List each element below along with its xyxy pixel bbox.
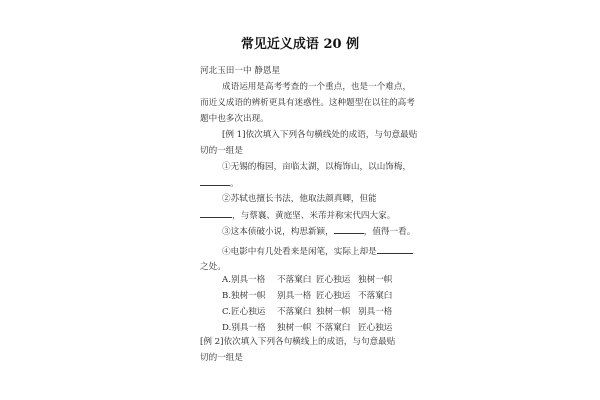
option-a-col4: 独树一帜	[358, 275, 393, 285]
sentence-3: ③这本侦破小说，构思新颖， ，值得一看。	[222, 227, 416, 237]
example1-prompt-line-2: 切的一组是	[200, 146, 243, 156]
example1-prompt-line-1: [例 1]依次填入下列各句横线处的成语，与句意最贴	[222, 130, 418, 140]
option-c-label: C.匠心独运	[222, 307, 266, 317]
option-a-col3: 匠心独运	[316, 275, 351, 285]
option-a-col2: 不落窠臼	[277, 275, 312, 285]
option-c-col2: 不落窠臼	[277, 307, 312, 317]
example2-prompt-line-2: 切的一组是	[200, 353, 243, 363]
answer-blank	[200, 177, 230, 186]
option-b-col4: 不落窠臼	[358, 291, 393, 301]
option-c-col3: 独树一帜	[316, 307, 351, 317]
sentence-1-blank-line: 。	[200, 177, 239, 190]
sentence-2: ②苏轼也擅长书法，他取法颜真卿，但能	[222, 194, 377, 204]
intro-line-3: 题中也多次出现。	[200, 114, 269, 124]
option-b-col2: 别具一格	[277, 291, 312, 301]
option-d-col4: 匠心独运	[358, 323, 393, 333]
answer-blank	[200, 209, 232, 218]
option-c-col4: 别具一格	[358, 307, 393, 317]
document-title: 常见近义成语 20 例	[240, 37, 360, 52]
option-d-col3: 不落窠臼	[316, 323, 351, 333]
answer-blank	[334, 225, 364, 234]
answer-blank	[377, 245, 413, 254]
sentence-4-continued: 之处。	[200, 262, 226, 272]
sentence-4: ④电影中有几处看来是闲笔，实际上却是	[222, 245, 413, 258]
sentence-2-continued: ，与蔡襄、黄庭坚、米芾并称宋代四大家。	[200, 209, 395, 222]
intro-line-2: 而近义成语的辨析更具有迷惑性。这种题型在以往的高考	[200, 98, 415, 108]
author-line: 河北玉田一中 静恩星	[200, 66, 281, 76]
option-b-label: B.独树一帜	[222, 291, 266, 301]
option-d-label: D.别具一格	[222, 323, 266, 333]
intro-line-1: 成语运用是高考考查的一个重点，也是一个难点，	[222, 82, 412, 92]
option-b-col3: 匠心独运	[316, 291, 351, 301]
option-d-col2: 独树一帜	[277, 323, 312, 333]
option-a-label: A.别具一格	[222, 275, 266, 285]
sentence-1: ①无锡的梅园，亩临太湖，以梅饰山，以山饰梅，	[222, 162, 412, 172]
example2-prompt-line-1: [例 2]依次填入下列各句横线上的成语，与句意最贴	[200, 337, 396, 347]
